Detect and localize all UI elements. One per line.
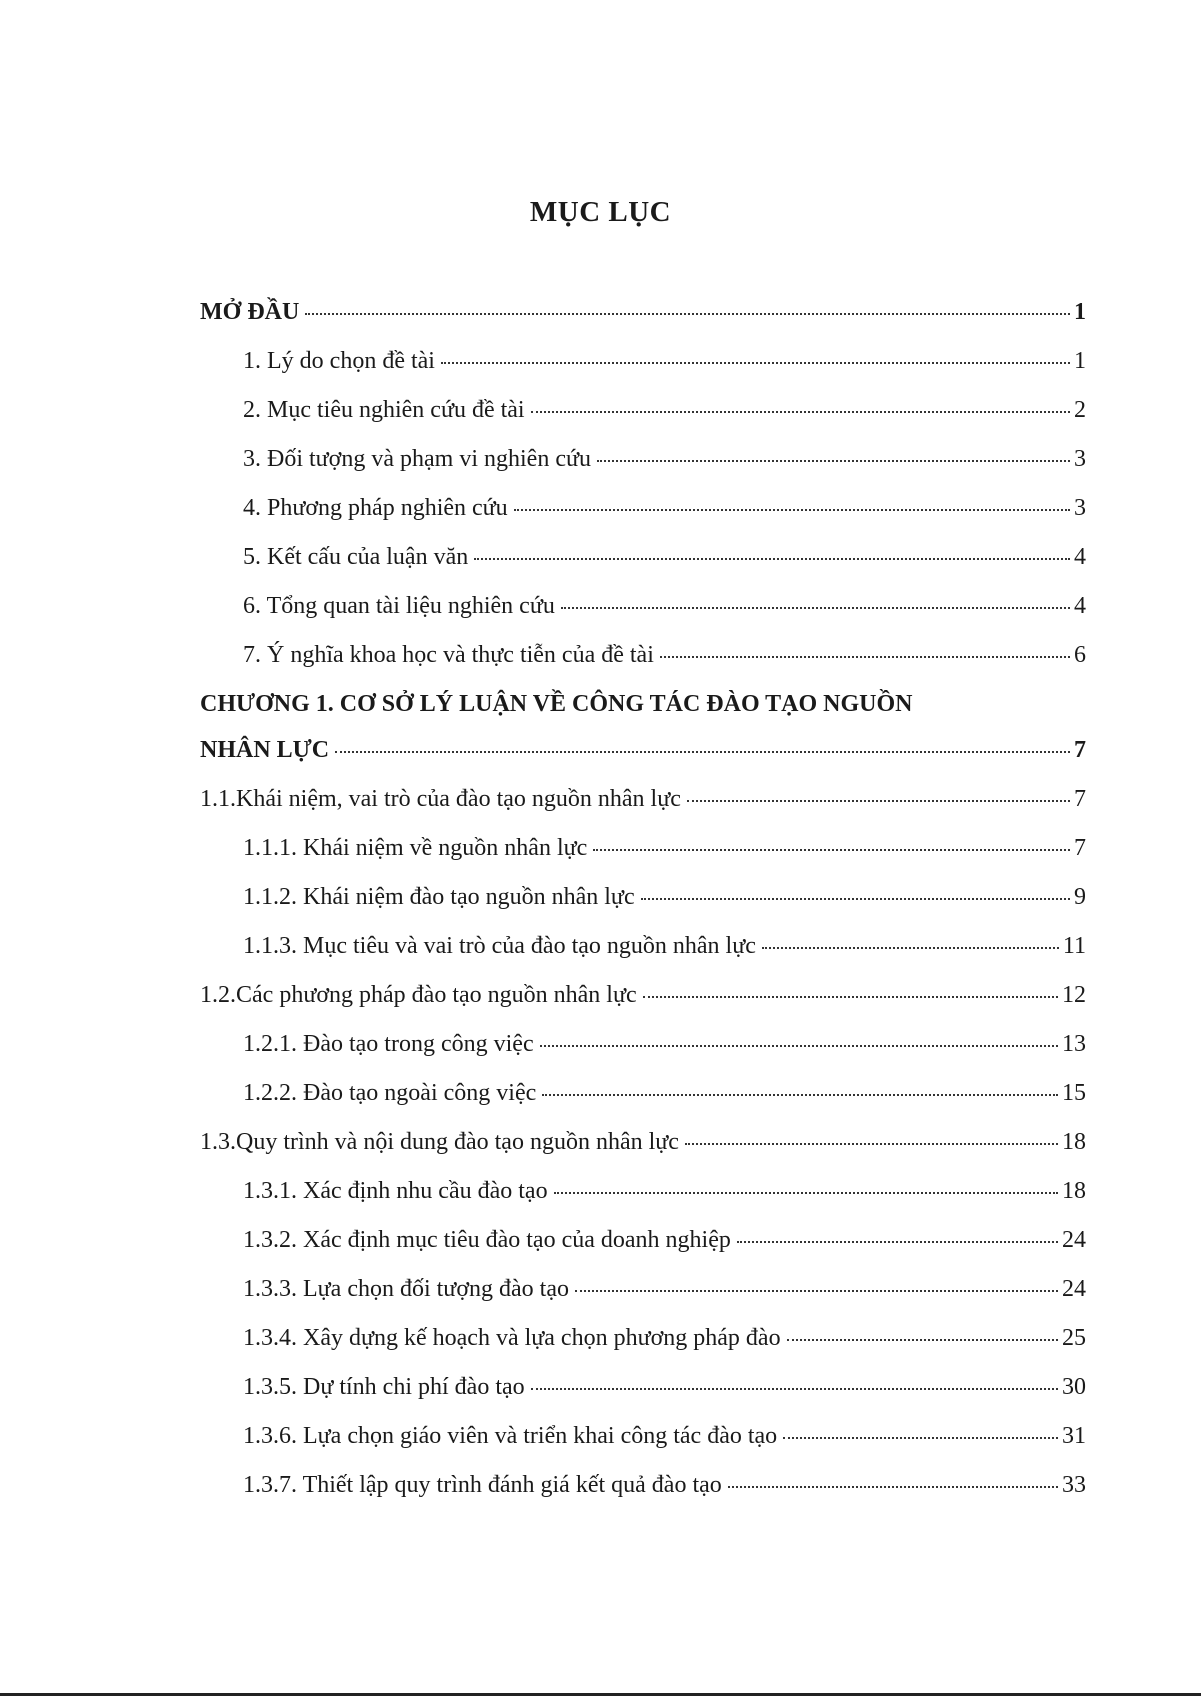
toc-entry-page-number: 11	[1062, 933, 1086, 959]
toc-entry-page-number: 24	[1062, 1276, 1086, 1302]
toc-entry[interactable]	[200, 397, 1086, 446]
toc-dot-leader	[531, 1388, 1058, 1390]
toc-dot-leader	[575, 1290, 1058, 1292]
toc-entry-label: 1.3.4. Xây dựng kế hoạch và lựa chọn phương pháp đào	[243, 1325, 781, 1351]
page-bottom-border	[0, 1693, 1201, 1696]
toc-entry-label: 1.1.1. Khái niệm về nguồn nhân lực	[243, 835, 588, 861]
toc-entry-label: 6. Tổng quan tài liệu nghiên cứu	[243, 593, 555, 619]
toc-entry[interactable]	[200, 691, 1086, 737]
toc-dot-leader	[540, 1045, 1058, 1047]
toc-entry[interactable]	[200, 786, 1086, 835]
toc-entry-page-number: 2	[1074, 397, 1086, 423]
toc-entry[interactable]	[200, 884, 1086, 933]
toc-dot-leader	[554, 1192, 1058, 1194]
toc-dot-leader	[593, 849, 1070, 851]
toc-title: MỤC LỤC	[529, 196, 672, 228]
toc-entry-page-number: 7	[1074, 786, 1086, 812]
toc-entry[interactable]	[200, 1080, 1086, 1129]
toc-entry-page-number: 25	[1062, 1325, 1086, 1351]
toc-dot-leader	[441, 362, 1070, 364]
toc-entry[interactable]	[200, 737, 1086, 786]
toc-dot-leader	[597, 460, 1070, 462]
toc-entry-label: CHƯƠNG 1. CƠ SỞ LÝ LUẬN VỀ CÔNG TÁC ĐÀO TẠO NGUỒN	[200, 691, 913, 717]
toc-entry[interactable]	[200, 348, 1086, 397]
toc-dot-leader	[737, 1241, 1058, 1243]
toc-entry[interactable]	[200, 446, 1086, 495]
toc-dot-leader	[728, 1486, 1058, 1488]
toc-list	[200, 299, 1086, 1521]
toc-dot-leader	[787, 1339, 1058, 1341]
toc-dot-leader	[474, 558, 1070, 560]
toc-entry[interactable]	[200, 1374, 1086, 1423]
toc-entry-page-number: 6	[1074, 642, 1086, 668]
toc-entry[interactable]	[200, 1227, 1086, 1276]
toc-entry[interactable]	[200, 642, 1086, 691]
toc-entry[interactable]	[200, 982, 1086, 1031]
toc-entry-page-number: 7	[1074, 835, 1086, 861]
toc-entry-label: 1.3.7. Thiết lập quy trình đánh giá kết quả đào tạo	[243, 1472, 722, 1498]
toc-entry-label: 1.2.1. Đào tạo trong công việc	[243, 1031, 534, 1057]
toc-entry-page-number: 4	[1074, 544, 1086, 570]
toc-entry-page-number: 31	[1062, 1423, 1086, 1449]
toc-entry-label: 4. Phương pháp nghiên cứu	[243, 495, 508, 521]
toc-entry-label: 1.1.3. Mục tiêu và vai trò của đào tạo nguồn nhân lực	[243, 933, 756, 959]
toc-dot-leader	[643, 996, 1058, 998]
toc-entry[interactable]	[200, 1276, 1086, 1325]
toc-entry[interactable]	[200, 835, 1086, 884]
toc-dot-leader	[514, 509, 1070, 511]
toc-entry-label: 1.2.Các phương pháp đào tạo nguồn nhân lực	[200, 982, 637, 1008]
toc-entry-page-number: 1	[1074, 299, 1086, 325]
toc-entry-label: 1. Lý do chọn đề tài	[243, 348, 435, 374]
toc-entry[interactable]	[200, 299, 1086, 348]
toc-entry[interactable]	[200, 1129, 1086, 1178]
toc-entry-page-number: 24	[1062, 1227, 1086, 1253]
toc-entry-page-number: 30	[1062, 1374, 1086, 1400]
toc-entry[interactable]	[200, 495, 1086, 544]
toc-entry-page-number: 15	[1062, 1080, 1086, 1106]
toc-entry-label: 3. Đối tượng và phạm vi nghiên cứu	[243, 446, 591, 472]
toc-entry-label: 1.3.Quy trình và nội dung đào tạo nguồn nhân lực	[200, 1129, 679, 1155]
toc-entry-label: NHÂN LỰC	[200, 737, 330, 763]
toc-entry-label: 1.3.3. Lựa chọn đối tượng đào tạo	[243, 1276, 569, 1302]
toc-entry-page-number: 13	[1062, 1031, 1086, 1057]
toc-dot-leader	[762, 947, 1059, 949]
toc-dot-leader	[542, 1094, 1058, 1096]
toc-entry-page-number: 1	[1074, 348, 1086, 374]
toc-dot-leader	[531, 411, 1070, 413]
toc-entry-page-number: 18	[1062, 1129, 1086, 1155]
toc-entry-page-number: 18	[1062, 1178, 1086, 1204]
toc-entry-label: 2. Mục tiêu nghiên cứu đề tài	[243, 397, 525, 423]
toc-entry-label: 1.3.2. Xác định mục tiêu đào tạo của doanh nghiệp	[243, 1227, 731, 1253]
toc-entry-label: 1.3.5. Dự tính chi phí đào tạo	[243, 1374, 525, 1400]
toc-entry-label: 7. Ý nghĩa khoa học và thực tiễn của đề tài	[243, 642, 654, 668]
toc-entry-label: 1.3.6. Lựa chọn giáo viên và triển khai công tác đào tạo	[243, 1423, 778, 1449]
toc-entry-label: 1.1.Khái niệm, vai trò của đào tạo nguồn nhân lực	[200, 786, 681, 812]
toc-entry[interactable]	[200, 1031, 1086, 1080]
toc-dot-leader	[685, 1143, 1058, 1145]
toc-entry-label: 1.1.2. Khái niệm đào tạo nguồn nhân lực	[243, 884, 635, 910]
toc-dot-leader	[641, 898, 1070, 900]
toc-dot-leader	[783, 1437, 1058, 1439]
toc-entry-page-number: 7	[1074, 737, 1086, 763]
toc-dot-leader	[687, 800, 1070, 802]
toc-entry[interactable]	[200, 1472, 1086, 1521]
toc-entry[interactable]	[200, 593, 1086, 642]
toc-entry-label: 1.3.1. Xác định nhu cầu đào tạo	[243, 1178, 548, 1204]
toc-dot-leader	[305, 313, 1070, 315]
toc-entry-page-number: 3	[1074, 495, 1086, 521]
toc-entry[interactable]	[200, 1325, 1086, 1374]
toc-entry-page-number: 4	[1074, 593, 1086, 619]
toc-entry-page-number: 3	[1074, 446, 1086, 472]
toc-dot-leader	[660, 656, 1070, 658]
toc-dot-leader	[335, 751, 1070, 753]
toc-entry-page-number: 33	[1062, 1472, 1086, 1498]
toc-entry[interactable]	[200, 1423, 1086, 1472]
toc-entry-page-number: 9	[1074, 884, 1086, 910]
toc-dot-leader	[561, 607, 1070, 609]
toc-entry[interactable]	[200, 933, 1086, 982]
toc-entry[interactable]	[200, 1178, 1086, 1227]
toc-entry-label: MỞ ĐẦU	[200, 299, 300, 325]
toc-entry-label: 1.2.2. Đào tạo ngoài công việc	[243, 1080, 537, 1106]
toc-entry[interactable]	[200, 544, 1086, 593]
toc-entry-page-number: 12	[1062, 982, 1086, 1008]
toc-entry-label: 5. Kết cấu của luận văn	[243, 544, 469, 570]
